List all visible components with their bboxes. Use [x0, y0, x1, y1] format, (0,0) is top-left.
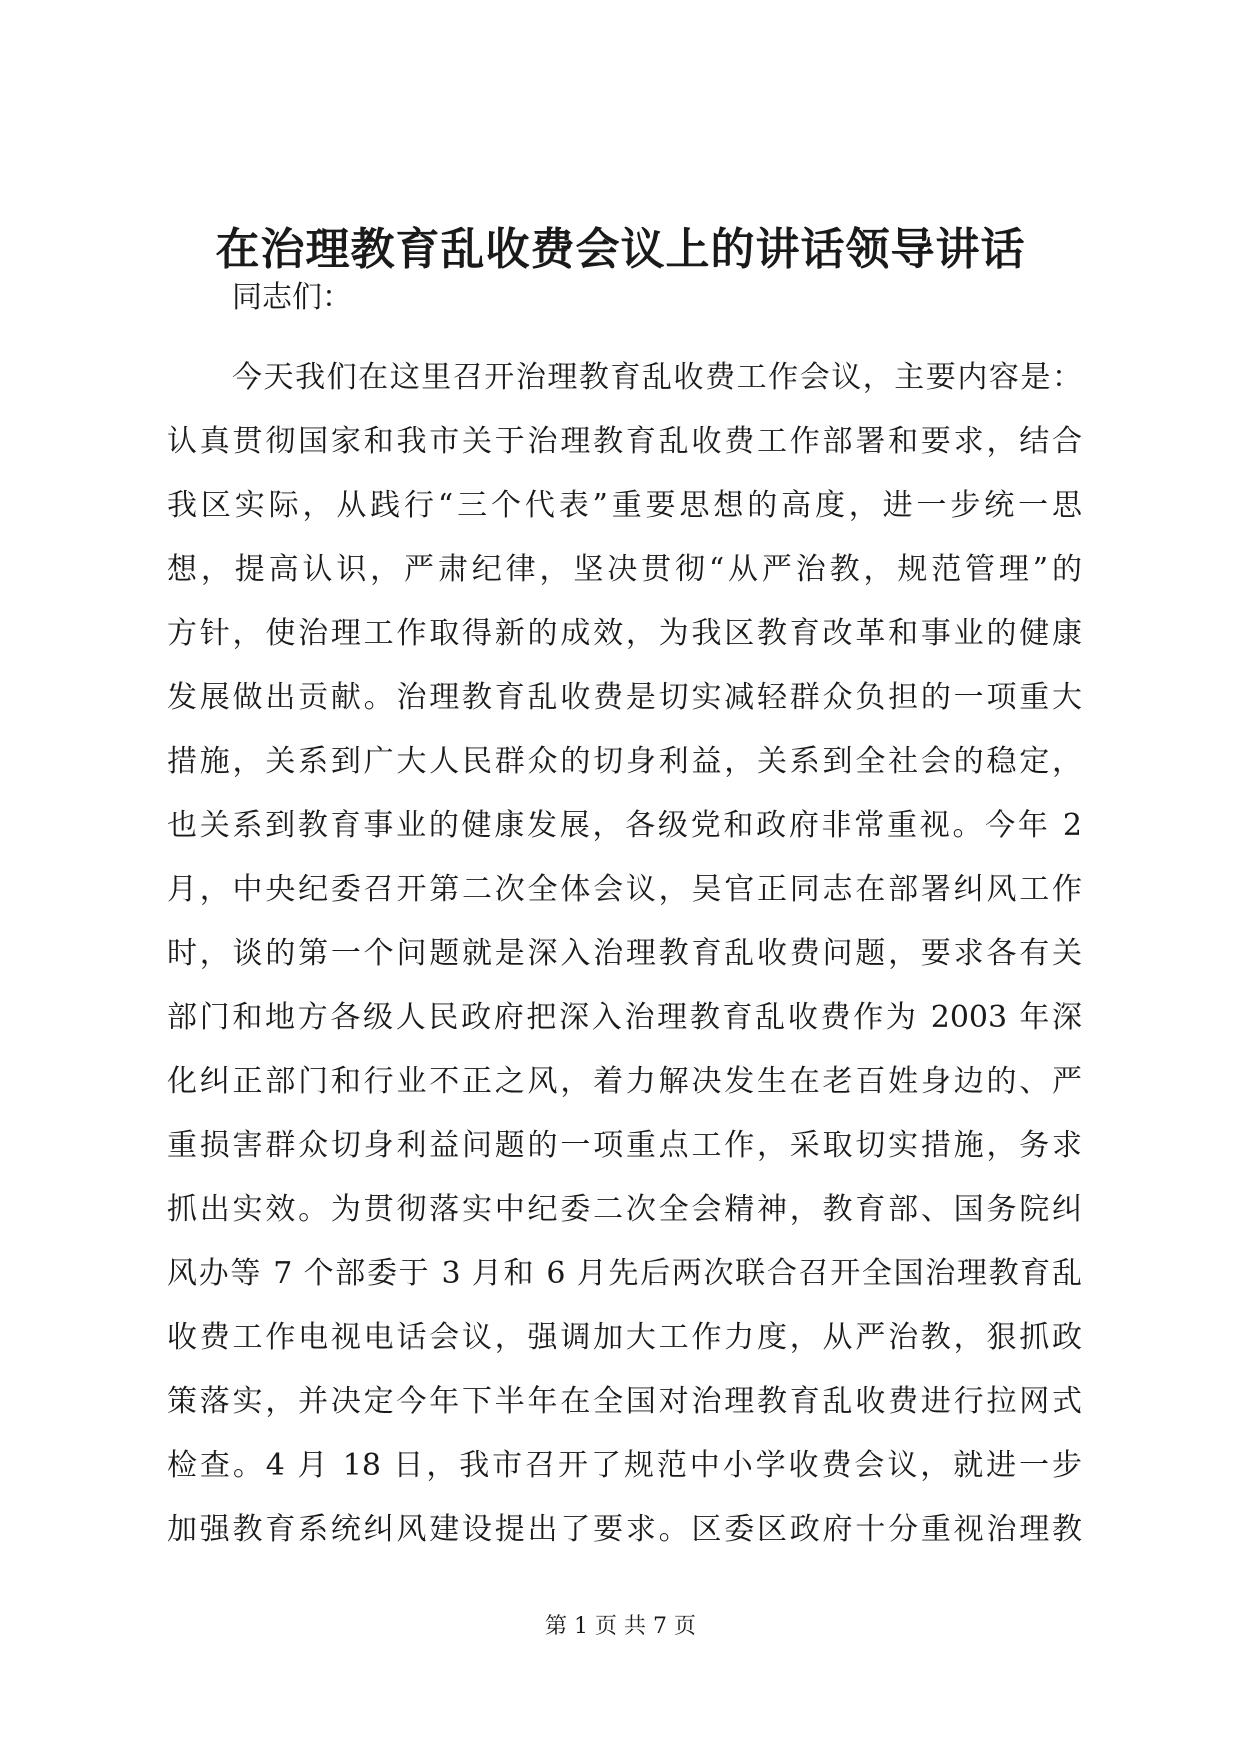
body-line: 发展做出贡献。治理教育乱收费是切实减轻群众负担的一项重大: [167, 680, 1082, 715]
body-line: 检查。4 月 18 日，我市召开了规范中小学收费会议，就进一步: [167, 1448, 1082, 1483]
body-line: 想，提高认识，严肃纪律，坚决贯彻“从严治教，规范管理”的: [167, 552, 1082, 587]
body-line: 我区实际，从践行“三个代表”重要思想的高度，进一步统一思: [167, 488, 1082, 523]
body-line: 时，谈的第一个问题就是深入治理教育乱收费问题，要求各有关: [167, 936, 1082, 971]
body-line: 今天我们在这里召开治理教育乱收费工作会议，主要内容是：: [232, 360, 1082, 395]
body-line: 策落实，并决定今年下半年在全国对治理教育乱收费进行拉网式: [167, 1384, 1082, 1419]
document-title: 在治理教育乱收费会议上的讲话领导讲话: [215, 224, 1026, 275]
body-line: 也关系到教育事业的健康发展，各级党和政府非常重视。今年 2: [167, 808, 1082, 843]
body-line: 措施，关系到广大人民群众的切身利益，关系到全社会的稳定，: [167, 744, 1082, 779]
body-line: 抓出实效。为贯彻落实中纪委二次全会精神，教育部、国务院纠: [167, 1192, 1082, 1227]
body-line: 部门和地方各级人民政府把深入治理教育乱收费作为 2003 年深: [167, 1000, 1082, 1035]
body-line: 认真贯彻国家和我市关于治理教育乱收费工作部署和要求，结合: [167, 424, 1082, 459]
body-paragraph: [167, 346, 1082, 1562]
body-line: 重损害群众切身利益问题的一项重点工作，采取切实措施，务求: [167, 1128, 1082, 1163]
body-line: 化纠正部门和行业不正之风，着力解决发生在老百姓身边的、严: [167, 1064, 1082, 1099]
page-footer: 第 1 页 共 7 页: [545, 1614, 696, 1639]
body-line: 加强教育系统纠风建设提出了要求。区委区政府十分重视治理教: [167, 1512, 1082, 1547]
body-line: 收费工作电视电话会议，强调加大工作力度，从严治教，狠抓政: [167, 1320, 1082, 1355]
body-line: 方针，使治理工作取得新的成效，为我区教育改革和事业的健康: [167, 616, 1082, 651]
body-line: 风办等 7 个部委于 3 月和 6 月先后两次联合召开全国治理教育乱: [167, 1256, 1082, 1291]
body-line: 月，中央纪委召开第二次全体会议，吴官正同志在部署纠风工作: [167, 872, 1082, 907]
salutation: 同志们：: [232, 280, 352, 315]
